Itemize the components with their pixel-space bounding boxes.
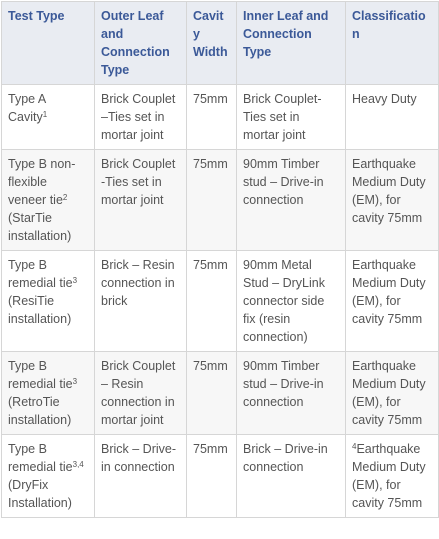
cell-classification	[346, 150, 439, 251]
cell-inner-leaf: Brick – Drive-in connection	[237, 435, 346, 518]
cell-cavity-width: 75mm	[187, 352, 237, 435]
header-test-type: Test Type	[2, 2, 95, 85]
table-row	[2, 435, 439, 518]
table-row	[2, 352, 439, 435]
classification-text: Earthquake Medium Duty (EM), for cavity 75mm	[352, 359, 426, 427]
header-row	[2, 2, 439, 85]
cell-classification	[346, 435, 439, 518]
table-row	[2, 150, 439, 251]
footnote-ref: 3	[72, 377, 78, 386]
cell-outer-leaf: Brick – Resin connection in brick	[95, 251, 187, 352]
cell-outer-leaf: Brick Couplet -Ties set in mortar joint	[95, 150, 187, 251]
footnote-ref: 1	[42, 110, 48, 119]
classification-text: Earthquake Medium Duty (EM), for cavity 75mm	[352, 258, 426, 326]
cell-outer-leaf: Brick Couplet –Ties set in mortar joint	[95, 85, 187, 150]
footnote-ref: 3	[72, 276, 78, 285]
cell-test-type	[2, 435, 95, 518]
tie-classification-table	[1, 1, 439, 518]
footnote-ref: 2	[62, 193, 68, 202]
test-type-text: Type B remedial tie	[8, 258, 73, 290]
table-row	[2, 85, 439, 150]
header-inner-leaf: Inner Leaf and Connection Type	[237, 2, 346, 85]
cell-test-type	[2, 251, 95, 352]
header-classification: Classification	[346, 2, 439, 85]
test-type-text: Type A Cavity	[8, 92, 46, 124]
cell-cavity-width: 75mm	[187, 85, 237, 150]
cell-test-type	[2, 85, 95, 150]
header-outer-leaf: Outer Leaf and Connection Type	[95, 2, 187, 85]
footnote-ref: 4	[352, 442, 357, 451]
cell-cavity-width: 75mm	[187, 435, 237, 518]
installation-text: (ResiTie installation)	[8, 294, 72, 326]
table-row	[2, 251, 439, 352]
cell-outer-leaf: Brick Couplet – Resin connection in mortar joint	[95, 352, 187, 435]
test-type-text: Type B remedial tie	[8, 359, 73, 391]
test-type-text: Type B remedial tie	[8, 442, 73, 474]
cell-inner-leaf: 90mm Metal Stud – DryLink connector side fix (resin connection)	[237, 251, 346, 352]
cell-test-type	[2, 352, 95, 435]
cell-classification	[346, 251, 439, 352]
installation-text: (RetroTie installation)	[8, 395, 72, 427]
cell-classification	[346, 352, 439, 435]
cell-test-type	[2, 150, 95, 251]
cell-inner-leaf: 90mm Timber stud – Drive-in connection	[237, 352, 346, 435]
installation-text: (DryFix Installation)	[8, 478, 72, 510]
cell-cavity-width: 75mm	[187, 251, 237, 352]
test-type-text: Type B non-flexible veneer tie	[8, 157, 76, 207]
cell-cavity-width: 75mm	[187, 150, 237, 251]
footnote-ref: 3,4	[72, 460, 84, 469]
classification-text: Earthquake Medium Duty (EM), for cavity 75mm	[352, 157, 426, 225]
cell-outer-leaf: Brick – Drive-in connection	[95, 435, 187, 518]
cell-inner-leaf: Brick Couplet- Ties set in mortar joint	[237, 85, 346, 150]
cell-classification	[346, 85, 439, 150]
installation-text: (StarTie installation)	[8, 211, 72, 243]
header-cavity-width: Cavity Width	[187, 2, 237, 85]
classification-text: Earthquake Medium Duty (EM), for cavity 75mm	[352, 442, 426, 510]
classification-text: Heavy Duty	[352, 92, 417, 106]
cell-inner-leaf: 90mm Timber stud – Drive-in connection	[237, 150, 346, 251]
